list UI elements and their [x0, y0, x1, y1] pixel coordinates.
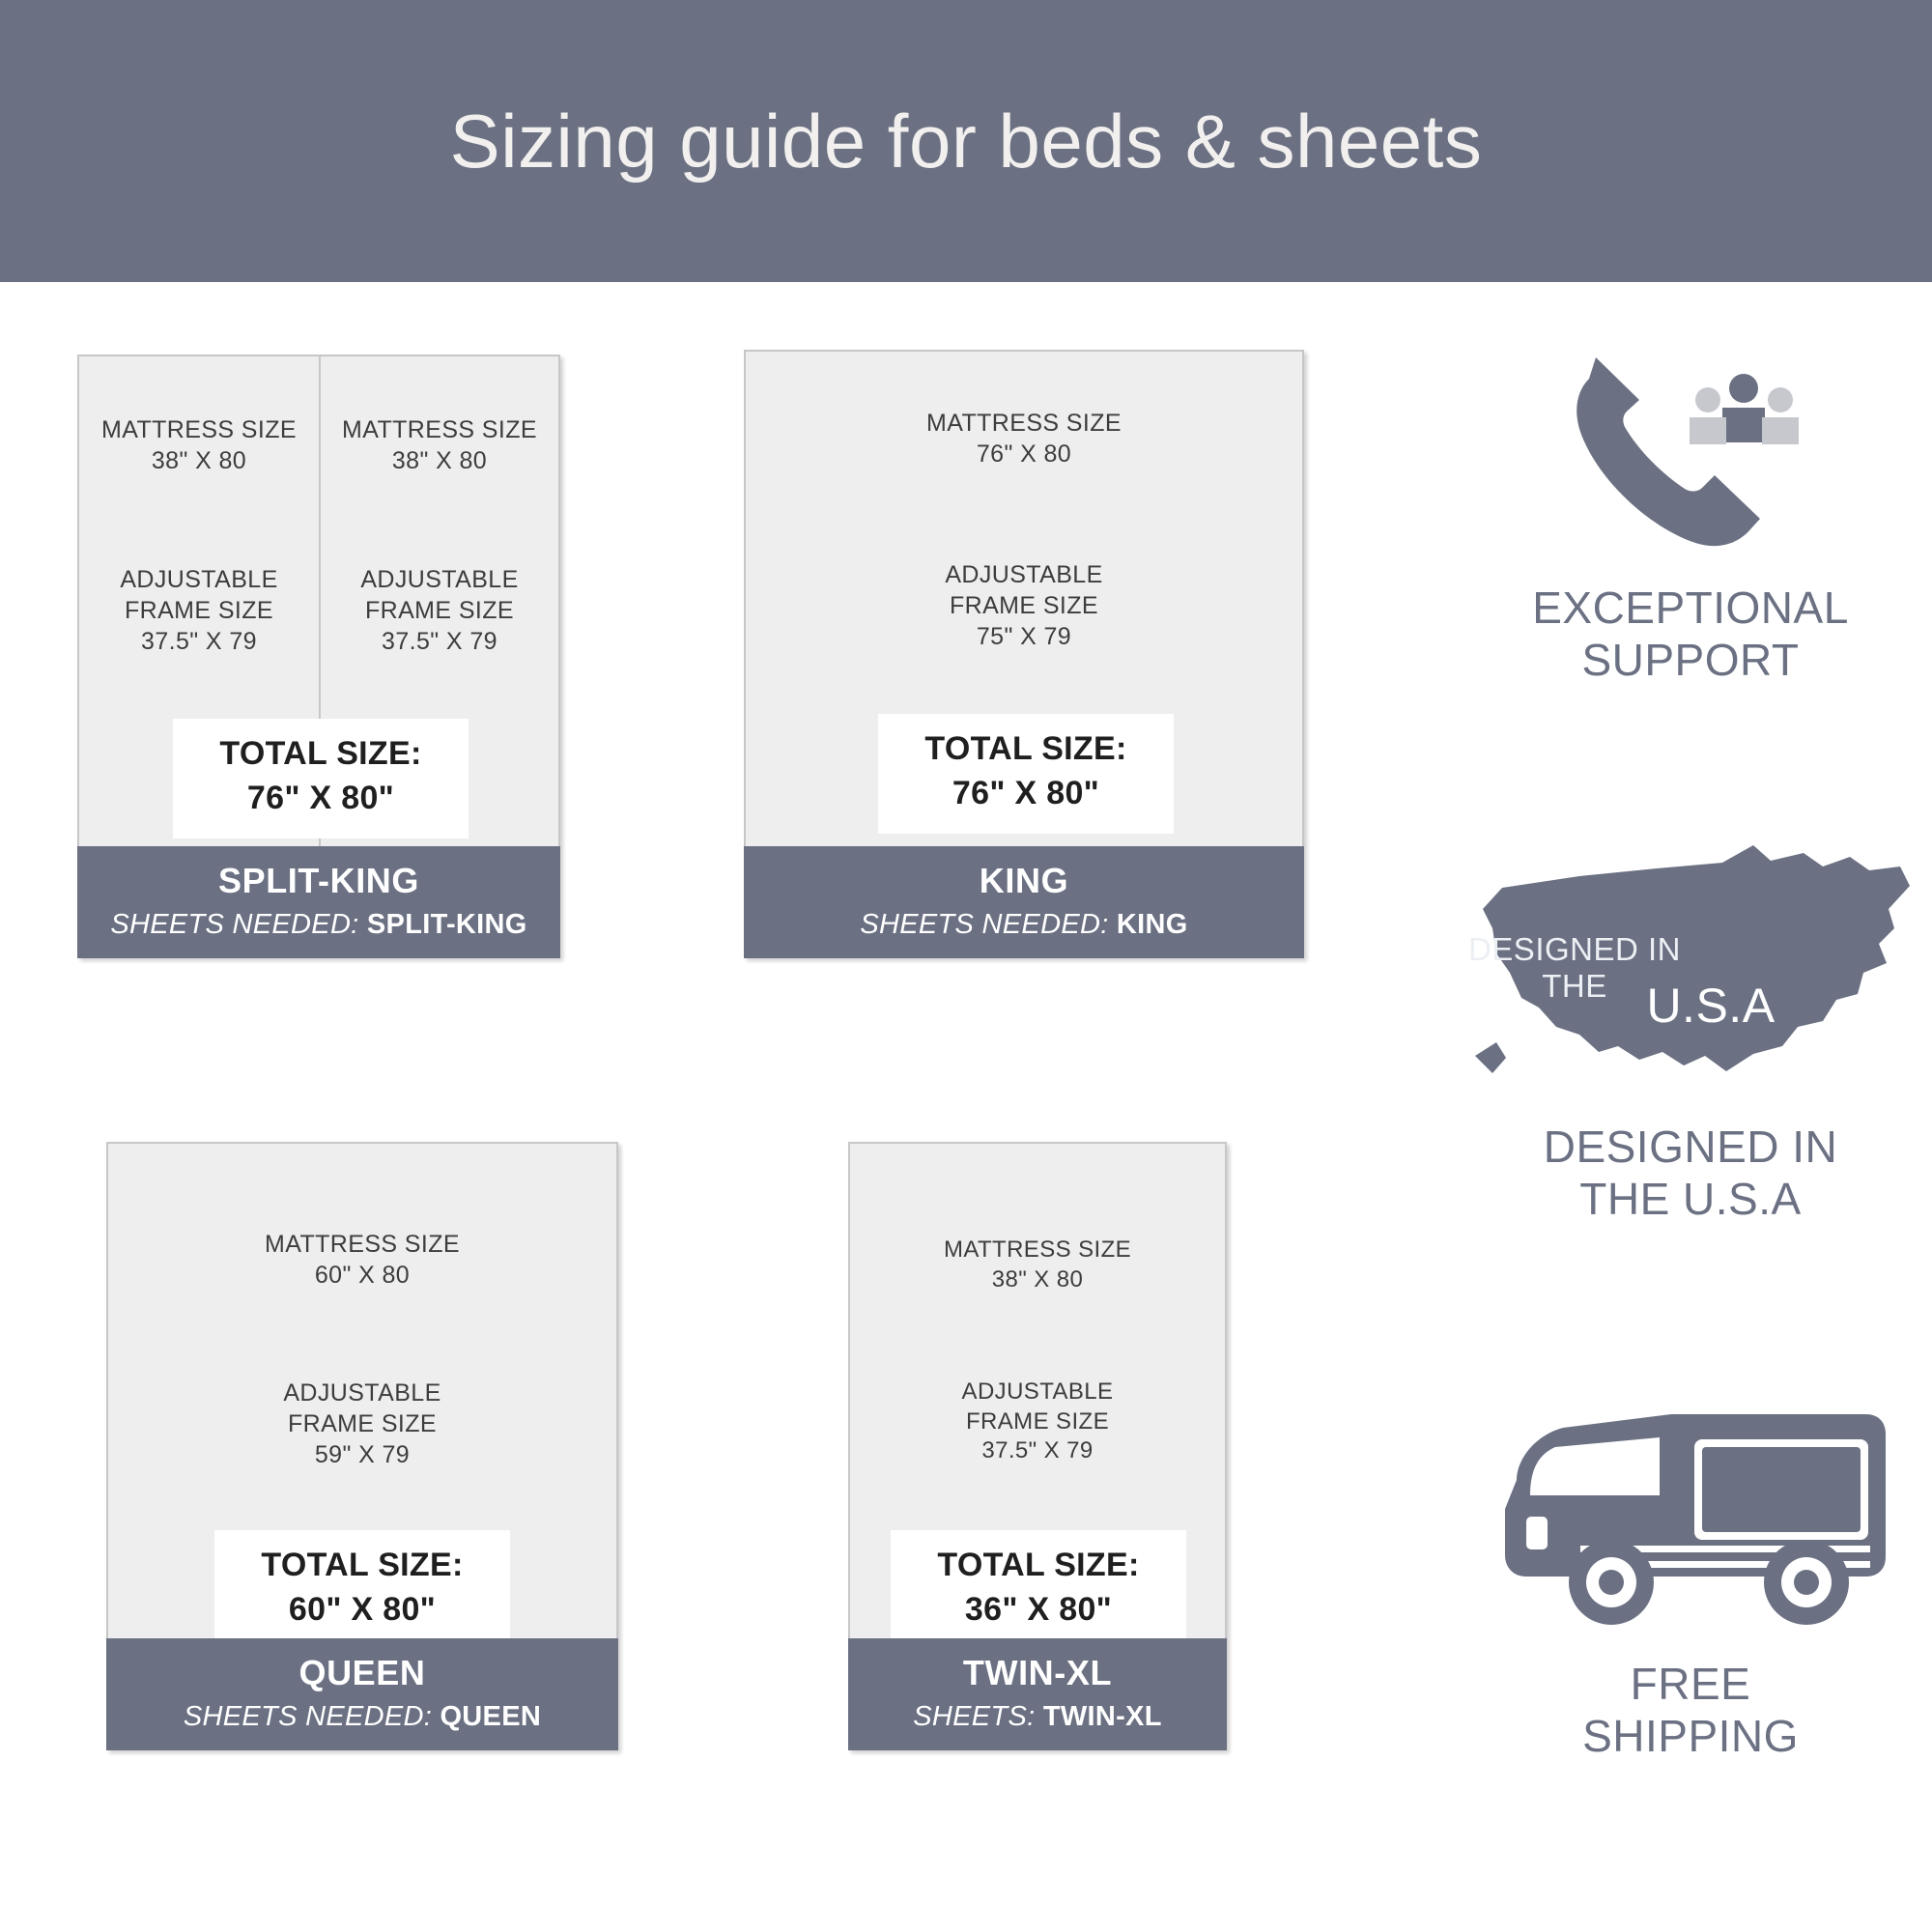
mattress-size-value: 60" X 80: [314, 1262, 411, 1289]
mattress-size-value: 38" X 80: [151, 447, 247, 474]
bed-card-footer: [848, 1638, 1227, 1750]
total-size-value: 60" X 80": [288, 1590, 437, 1628]
frame-size-value: 37.5" X 79: [382, 628, 497, 655]
frame-size-value: 75" X 79: [976, 623, 1072, 650]
total-size-box: [891, 1530, 1186, 1650]
sheets-needed: [106, 1701, 618, 1733]
sheets-needed-label: SHEETS:: [913, 1701, 1043, 1732]
sheets-needed-label: SHEETS NEEDED:: [860, 909, 1117, 940]
feature-free-shipping: [1420, 1393, 1932, 1763]
frame-size-label-line1: ADJUSTABLE: [120, 566, 278, 593]
frame-size-label-line1: ADJUSTABLE: [360, 566, 519, 593]
feature-caption-line2: THE U.S.A: [1579, 1174, 1802, 1225]
sheets-needed: [744, 909, 1304, 941]
usa-map-line2: THE: [1542, 967, 1607, 1004]
mattress-size-value: 76" X 80: [976, 440, 1072, 468]
frame-size-value: 37.5" X 79: [981, 1437, 1094, 1464]
total-size-label: TOTAL SIZE:: [261, 1547, 464, 1583]
feature-caption-line1: FREE: [1630, 1659, 1751, 1709]
bed-card-footer: [106, 1638, 618, 1750]
sheets-needed: [848, 1701, 1227, 1733]
mattress-size-label: MATTRESS SIZE: [342, 416, 537, 443]
frame-size-label-line1: ADJUSTABLE: [945, 561, 1103, 588]
mattress-size-value: 38" X 80: [991, 1265, 1084, 1293]
frame-size-value: 59" X 79: [314, 1441, 411, 1468]
bed-name: QUEEN: [298, 1652, 426, 1692]
total-size-value: 36" X 80": [964, 1590, 1113, 1628]
content-area: [0, 282, 1932, 1932]
mattress-size-label: MATTRESS SIZE: [926, 410, 1122, 437]
feature-caption: [1420, 1121, 1932, 1226]
phone-support-icon: [1420, 340, 1932, 582]
sheets-needed: [77, 909, 560, 941]
mattress-size-label: MATTRESS SIZE: [265, 1231, 460, 1258]
sheets-needed-label: SHEETS NEEDED:: [183, 1701, 440, 1732]
mattress-size-label: MATTRESS SIZE: [943, 1236, 1132, 1263]
feature-designed-in-usa: [1420, 823, 1932, 1226]
feature-caption: [1420, 582, 1932, 687]
sheets-needed-value: KING: [1116, 909, 1188, 940]
sheets-needed-label: SHEETS NEEDED:: [110, 909, 367, 940]
sheets-needed-value: TWIN-XL: [1042, 1701, 1162, 1732]
bed-card-king: [744, 350, 1304, 958]
feature-caption-line2: SHIPPING: [1582, 1711, 1799, 1762]
usa-map-line1: DESIGNED IN: [1467, 931, 1682, 967]
total-size-box: [878, 714, 1174, 834]
bed-card-footer: [744, 846, 1304, 958]
feature-caption-line2: SUPPORT: [1581, 635, 1800, 686]
frame-size-label-line2: FRAME SIZE: [124, 597, 273, 624]
sheets-needed-value: QUEEN: [440, 1701, 542, 1732]
bed-card-queen: [106, 1142, 618, 1750]
bed-card-footer: [77, 846, 560, 958]
bed-name: TWIN-XL: [962, 1652, 1113, 1692]
frame-size-label-line2: FRAME SIZE: [364, 597, 514, 624]
feature-exceptional-support: [1420, 340, 1932, 687]
total-size-box: [214, 1530, 510, 1650]
feature-caption-line1: EXCEPTIONAL: [1532, 582, 1849, 633]
total-size-box: [173, 719, 469, 838]
delivery-van-icon: [1420, 1393, 1932, 1644]
bed-name: SPLIT-KING: [217, 860, 419, 900]
page-title: Sizing guide for beds & sheets: [449, 99, 1483, 184]
feature-caption: [1420, 1658, 1932, 1763]
frame-size-value: 37.5" X 79: [141, 628, 257, 655]
bed-card-twin-xl: [848, 1142, 1227, 1750]
frame-size-label-line2: FRAME SIZE: [287, 1410, 437, 1437]
total-size-label: TOTAL SIZE:: [924, 730, 1127, 767]
mattress-size-value: 38" X 80: [391, 447, 488, 474]
feature-caption-line1: DESIGNED IN: [1543, 1122, 1838, 1172]
frame-size-label-line2: FRAME SIZE: [965, 1407, 1109, 1435]
frame-size-label-line1: ADJUSTABLE: [283, 1379, 441, 1406]
frame-size-label-line1: ADJUSTABLE: [961, 1378, 1114, 1405]
usa-map-line3: U.S.A: [1646, 979, 1776, 1033]
page-header: [0, 0, 1932, 282]
bed-card-split-king: [77, 355, 560, 958]
bed-name: KING: [979, 860, 1069, 900]
sheets-needed-value: SPLIT-KING: [366, 909, 527, 940]
total-size-label: TOTAL SIZE:: [219, 735, 422, 772]
usa-map-icon: [1420, 823, 1932, 1113]
mattress-size-label: MATTRESS SIZE: [101, 416, 297, 443]
total-size-value: 76" X 80": [952, 774, 1100, 811]
total-size-label: TOTAL SIZE:: [937, 1547, 1140, 1583]
frame-size-label-line2: FRAME SIZE: [949, 592, 1098, 619]
total-size-value: 76" X 80": [246, 779, 395, 816]
